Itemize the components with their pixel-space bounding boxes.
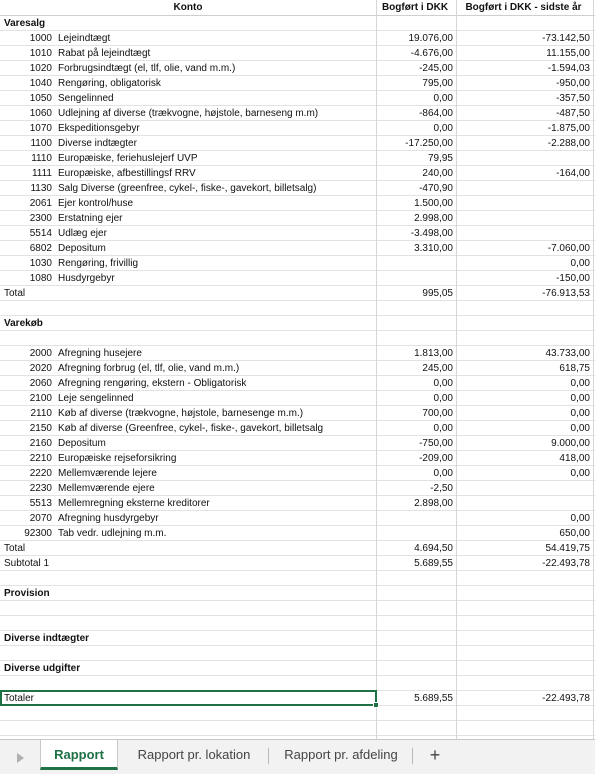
- table-row: [0, 196, 595, 211]
- table-row: [0, 526, 595, 541]
- cell-booked-last-year[interactable]: -22.493,78: [542, 558, 590, 569]
- cell-booked[interactable]: [377, 706, 456, 720]
- cell-account-number[interactable]: 2220: [29, 468, 52, 479]
- cell-booked-last-year[interactable]: [457, 676, 593, 690]
- cell-booked[interactable]: [377, 676, 456, 690]
- cell-account-name[interactable]: Afregning rengøring, ekstern - Obligatorisk: [58, 378, 247, 389]
- cell-account-number[interactable]: 1040: [29, 78, 52, 89]
- cell-account-number[interactable]: 2230: [29, 483, 52, 494]
- cell-booked-last-year[interactable]: -73.142,50: [542, 33, 590, 44]
- selected-cell[interactable]: [0, 690, 377, 706]
- cell-booked-last-year[interactable]: [457, 646, 593, 660]
- table-row: [0, 586, 595, 601]
- cell-label[interactable]: [4, 301, 376, 315]
- cell-booked-last-year[interactable]: 9.000,00: [551, 438, 590, 449]
- cell-booked[interactable]: 0,00: [433, 378, 453, 389]
- cell-label[interactable]: [4, 571, 376, 585]
- cell-booked[interactable]: [377, 601, 456, 615]
- table-row: [0, 76, 595, 91]
- cell-booked-last-year[interactable]: 650,00: [559, 528, 590, 539]
- cell-booked-last-year[interactable]: [457, 16, 593, 30]
- cell-account-number[interactable]: 2100: [29, 393, 52, 404]
- cell-account-name[interactable]: Europæiske rejseforsikring: [58, 453, 177, 464]
- cell-booked-last-year[interactable]: [457, 631, 593, 645]
- table-row: [0, 166, 595, 181]
- cell-booked[interactable]: -2,50: [430, 483, 453, 494]
- cell-account-name[interactable]: Mellemværende ejere: [58, 483, 155, 494]
- cell-booked[interactable]: [377, 16, 456, 30]
- table-row: [0, 646, 595, 661]
- cell-booked-last-year[interactable]: -1.594,03: [547, 63, 590, 74]
- table-row: [0, 511, 595, 526]
- cell-booked-last-year[interactable]: [457, 586, 593, 600]
- cell-account-number[interactable]: 1000: [29, 33, 52, 44]
- table-row: [0, 16, 595, 31]
- cell-booked-last-year[interactable]: 0,00: [570, 423, 590, 434]
- cell-account-name[interactable]: Køb af diverse (Greenfree, cykel-, fiske-, gavekort, billetsalg: [58, 423, 324, 434]
- cell-booked[interactable]: 700,00: [422, 408, 453, 419]
- table-row: [0, 121, 595, 136]
- cell-account-number[interactable]: 2300: [29, 213, 52, 224]
- table-row: [0, 676, 595, 691]
- cell-booked[interactable]: [377, 316, 456, 330]
- cell-booked-last-year[interactable]: [457, 196, 593, 210]
- cell-booked-last-year[interactable]: [457, 661, 593, 675]
- cell-label[interactable]: [4, 646, 376, 660]
- cell-account-number[interactable]: 6802: [29, 243, 52, 254]
- cell-account-number[interactable]: 2061: [29, 198, 52, 209]
- cell-account-name[interactable]: Depositum: [58, 243, 106, 254]
- cell-booked-last-year[interactable]: 54.419,75: [545, 543, 590, 554]
- cell-booked-last-year[interactable]: [457, 316, 593, 330]
- table-row: [0, 481, 595, 496]
- table-row: [0, 301, 595, 316]
- cell-account-number[interactable]: 5514: [29, 228, 52, 239]
- header-row: [0, 0, 595, 16]
- cell-booked-last-year[interactable]: 0,00: [570, 513, 590, 524]
- cell-account-number[interactable]: 1030: [29, 258, 52, 269]
- cell-booked-last-year[interactable]: [457, 721, 593, 735]
- table-row: [0, 61, 595, 76]
- cell-label[interactable]: [4, 721, 376, 735]
- cell-account-name[interactable]: Afregning husejere: [58, 348, 142, 359]
- table-row: [0, 496, 595, 511]
- cell-booked[interactable]: -4.676,00: [410, 48, 453, 59]
- cell-account-number[interactable]: 1010: [29, 48, 52, 59]
- cell-label[interactable]: Diverse indtægter: [4, 633, 90, 644]
- cell-booked[interactable]: 0,00: [433, 393, 453, 404]
- cell-booked[interactable]: 995,05: [422, 288, 453, 299]
- cell-booked[interactable]: 2.998,00: [414, 213, 453, 224]
- cell-booked[interactable]: -3.498,00: [410, 228, 453, 239]
- cell-account-number[interactable]: 2060: [29, 378, 52, 389]
- cell-booked[interactable]: 240,00: [422, 168, 453, 179]
- cell-booked[interactable]: -470,90: [419, 183, 453, 194]
- cell-label[interactable]: Varekøb: [4, 318, 43, 329]
- cell-booked-last-year[interactable]: -150,00: [556, 273, 590, 284]
- table-row: [0, 46, 595, 61]
- cell-booked-last-year[interactable]: [457, 331, 593, 345]
- cell-booked[interactable]: -17.250,00: [405, 138, 453, 149]
- cell-booked-last-year[interactable]: -357,50: [556, 93, 590, 104]
- header-booked-last-year[interactable]: Bogført i DKK - sidste år: [465, 2, 582, 13]
- cell-booked[interactable]: -864,00: [419, 108, 453, 119]
- cell-booked[interactable]: [377, 721, 456, 735]
- cell-account-number[interactable]: 2000: [29, 348, 52, 359]
- cell-account-name[interactable]: Sengelinned: [58, 93, 114, 104]
- cell-account-name[interactable]: Erstatning ejer: [58, 213, 123, 224]
- cell-account-name[interactable]: Rabat på lejeindtægt: [58, 48, 151, 59]
- cell-account-number[interactable]: 2150: [29, 423, 52, 434]
- cell-booked-last-year[interactable]: -2.288,00: [547, 138, 590, 149]
- cell-booked-last-year[interactable]: 0,00: [570, 408, 590, 419]
- cell-booked-last-year[interactable]: [457, 226, 593, 240]
- cell-booked-last-year[interactable]: -1.875,00: [547, 123, 590, 134]
- cell-account-number[interactable]: 1110: [31, 153, 52, 164]
- cell-booked[interactable]: [377, 301, 456, 315]
- tab-rapport-pr-afdeling[interactable]: Rapport pr. afdeling: [284, 747, 398, 762]
- cell-booked[interactable]: [377, 511, 456, 525]
- cell-account-number[interactable]: 2160: [29, 438, 52, 449]
- table-row: [0, 541, 595, 556]
- table-row: [0, 721, 595, 736]
- table-row: [0, 616, 595, 631]
- cell-account-name[interactable]: Udlæg ejer: [58, 228, 107, 239]
- tab-rapport-pr-lokation[interactable]: Rapport pr. lokation: [137, 747, 251, 762]
- table-row: [0, 421, 595, 436]
- cell-account-number[interactable]: 2020: [29, 363, 52, 374]
- cell-booked[interactable]: [377, 256, 456, 270]
- cell-label[interactable]: Varesalg: [4, 18, 46, 29]
- header-booked[interactable]: Bogført i DKK: [381, 2, 449, 13]
- cell-booked[interactable]: [377, 331, 456, 345]
- cell-account-number[interactable]: 1100: [30, 138, 52, 149]
- table-row: [0, 466, 595, 481]
- table-row: [0, 631, 595, 646]
- cell-booked-last-year[interactable]: [457, 496, 593, 510]
- sheet-tab-bar: [0, 739, 595, 774]
- cell-account-name[interactable]: Rengøring, obligatorisk: [58, 78, 161, 89]
- cell-booked-last-year[interactable]: 0,00: [570, 258, 590, 269]
- table-row: [0, 106, 595, 121]
- cell-account-number[interactable]: 1020: [29, 63, 52, 74]
- cell-booked[interactable]: [377, 616, 456, 630]
- cell-booked[interactable]: [377, 631, 456, 645]
- cell-booked-last-year[interactable]: 0,00: [570, 378, 590, 389]
- table-row: [0, 136, 595, 151]
- cell-booked-last-year[interactable]: [457, 616, 593, 630]
- cell-account-name[interactable]: Udlejning af diverse (trækvogne, højstole, barneseng m.m): [58, 108, 319, 119]
- tab-scroll-arrow-icon[interactable]: [6, 748, 36, 768]
- cell-label[interactable]: [4, 331, 376, 345]
- cell-account-number[interactable]: 1050: [29, 93, 52, 104]
- table-row: [0, 436, 595, 451]
- cell-account-name[interactable]: Rengøring, frivillig: [58, 258, 139, 269]
- table-row: [0, 286, 595, 301]
- cell-booked[interactable]: 3.310,00: [414, 243, 453, 254]
- cell-booked[interactable]: 5.689,55: [414, 558, 453, 569]
- cell-booked-last-year[interactable]: 618,75: [559, 363, 590, 374]
- cell-account-number[interactable]: 2210: [29, 453, 52, 464]
- header-konto[interactable]: Konto: [173, 2, 203, 13]
- cell-account-name[interactable]: Mellemværende lejere: [58, 468, 157, 479]
- cell-booked-last-year[interactable]: [457, 481, 593, 495]
- cell-booked-last-year[interactable]: [457, 301, 593, 315]
- cell-booked[interactable]: 245,00: [422, 363, 453, 374]
- cell-booked-last-year[interactable]: [457, 706, 593, 720]
- cell-booked[interactable]: [377, 526, 456, 540]
- table-row: [0, 556, 595, 571]
- table-row: [0, 241, 595, 256]
- cell-booked[interactable]: 1.813,00: [414, 348, 453, 359]
- tab-separator: [268, 748, 269, 764]
- cell-account-name[interactable]: Afregning husdyrgebyr: [58, 513, 159, 524]
- add-sheet-button[interactable]: +: [429, 745, 441, 765]
- cell-account-name[interactable]: Forbrugsindtægt (el, tlf, olie, vand m.m.): [58, 63, 236, 74]
- cell-account-name[interactable]: Depositum: [58, 438, 106, 449]
- cell-account-name[interactable]: Tab vedr. udlejning m.m.: [58, 528, 167, 539]
- table-row: [0, 151, 595, 166]
- cell-booked-last-year[interactable]: [457, 601, 593, 615]
- cell-label[interactable]: [4, 601, 376, 615]
- tab-rapport[interactable]: Rapport: [40, 740, 118, 770]
- cell-booked-last-year[interactable]: 418,00: [559, 453, 590, 464]
- cell-booked-last-year[interactable]: [457, 211, 593, 225]
- cell-label[interactable]: Totaler: [4, 693, 35, 704]
- cell-account-number[interactable]: 1130: [30, 183, 52, 194]
- cell-booked-last-year[interactable]: 0,00: [570, 393, 590, 404]
- table-row: [0, 256, 595, 271]
- cell-booked[interactable]: [377, 661, 456, 675]
- cell-label[interactable]: Provision: [4, 588, 50, 599]
- cell-booked[interactable]: [377, 586, 456, 600]
- cell-label[interactable]: Diverse udgifter: [4, 663, 81, 674]
- cell-booked-last-year[interactable]: 0,00: [570, 468, 590, 479]
- cell-label[interactable]: Subtotal 1: [4, 558, 50, 569]
- table-row: [0, 601, 595, 616]
- cell-account-number[interactable]: 5513: [29, 498, 52, 509]
- cell-booked[interactable]: 5.689,55: [414, 693, 453, 704]
- cell-account-name[interactable]: Lejeindtægt: [58, 33, 111, 44]
- table-row: [0, 226, 595, 241]
- table-row: [0, 346, 595, 361]
- cell-account-name[interactable]: Afregning forbrug (el, tlf, olie, vand m.m.): [58, 363, 240, 374]
- table-row: [0, 406, 595, 421]
- cell-booked[interactable]: 0,00: [433, 93, 453, 104]
- cell-booked[interactable]: 795,00: [422, 78, 453, 89]
- cell-booked[interactable]: [377, 646, 456, 660]
- table-row: [0, 271, 595, 286]
- cell-booked[interactable]: 79,95: [427, 153, 453, 164]
- table-row: [0, 316, 595, 331]
- cell-booked[interactable]: 19.076,00: [408, 33, 453, 44]
- cell-booked[interactable]: 2.898,00: [414, 498, 453, 509]
- cell-label[interactable]: [4, 616, 376, 630]
- table-row: [0, 376, 595, 391]
- cell-booked[interactable]: [377, 271, 456, 285]
- table-row: [0, 706, 595, 721]
- cell-booked[interactable]: 1.500,00: [414, 198, 453, 209]
- table-row: [0, 391, 595, 406]
- cell-booked-last-year[interactable]: -950,00: [556, 78, 590, 89]
- cell-booked[interactable]: -209,00: [419, 453, 453, 464]
- cell-label[interactable]: [4, 676, 376, 690]
- tab-separator: [412, 748, 413, 764]
- cell-label[interactable]: [4, 706, 376, 720]
- table-row: [0, 661, 595, 676]
- cell-booked-last-year[interactable]: -7.060,00: [547, 243, 590, 254]
- cell-booked[interactable]: [377, 571, 456, 585]
- cell-booked-last-year[interactable]: [457, 181, 593, 195]
- cell-booked-last-year[interactable]: [457, 151, 593, 165]
- cell-account-number[interactable]: 2070: [29, 513, 52, 524]
- cell-booked-last-year[interactable]: [457, 571, 593, 585]
- cell-booked-last-year[interactable]: 43.733,00: [545, 348, 590, 359]
- gridline: [593, 0, 594, 739]
- table-row: [0, 31, 595, 46]
- cell-account-number[interactable]: 1070: [29, 123, 52, 134]
- fill-handle[interactable]: [373, 702, 379, 708]
- cell-account-name[interactable]: Europæiske, afbestillingsf RRV: [58, 168, 196, 179]
- table-row: [0, 181, 595, 196]
- gridline: [376, 0, 377, 739]
- cell-account-number[interactable]: 1060: [29, 108, 52, 119]
- cell-booked[interactable]: 4.694,50: [414, 543, 453, 554]
- cell-account-name[interactable]: Husdyrgebyr: [58, 273, 115, 284]
- cell-booked-last-year[interactable]: -487,50: [556, 108, 590, 119]
- cell-account-name[interactable]: Europæiske, feriehuslejerf UVP: [58, 153, 198, 164]
- table-row: [0, 451, 595, 466]
- cell-account-name[interactable]: Diverse indtægter: [58, 138, 137, 149]
- cell-account-number[interactable]: 1111: [31, 168, 52, 179]
- cell-account-name[interactable]: Salg Diverse (greenfree, cykel-, fiske-, gavekort, billetsalg): [58, 183, 317, 194]
- table-row: [0, 361, 595, 376]
- gridline: [456, 0, 457, 739]
- cell-account-name[interactable]: Mellemregning eksterne kreditorer: [58, 498, 210, 509]
- cell-account-number[interactable]: 92300: [24, 528, 52, 539]
- cell-booked[interactable]: 0,00: [433, 423, 453, 434]
- cell-label[interactable]: Total: [4, 543, 26, 554]
- cell-label[interactable]: Total: [4, 288, 26, 299]
- cell-account-name[interactable]: Ekspeditionsgebyr: [58, 123, 140, 134]
- cell-booked-last-year[interactable]: -76.913,53: [542, 288, 590, 299]
- cell-account-name[interactable]: Ejer kontrol/huse: [58, 198, 134, 209]
- cell-account-name[interactable]: Køb af diverse (trækvogne, højstole, barnesenge m.m.): [58, 408, 304, 419]
- cell-account-number[interactable]: 2110: [30, 408, 52, 419]
- table-row: [0, 571, 595, 586]
- cell-booked-last-year[interactable]: -22.493,78: [542, 693, 590, 704]
- cell-booked-last-year[interactable]: 11.155,00: [546, 48, 590, 59]
- table-row: [0, 211, 595, 226]
- cell-booked[interactable]: 0,00: [433, 468, 453, 479]
- cell-booked[interactable]: -245,00: [419, 63, 453, 74]
- cell-booked-last-year[interactable]: -164,00: [556, 168, 590, 179]
- cell-account-name[interactable]: Leje sengelinned: [58, 393, 134, 404]
- cell-account-number[interactable]: 1080: [29, 273, 52, 284]
- cell-booked[interactable]: 0,00: [433, 123, 453, 134]
- table-row: [0, 331, 595, 346]
- table-row: [0, 91, 595, 106]
- cell-booked[interactable]: -750,00: [419, 438, 453, 449]
